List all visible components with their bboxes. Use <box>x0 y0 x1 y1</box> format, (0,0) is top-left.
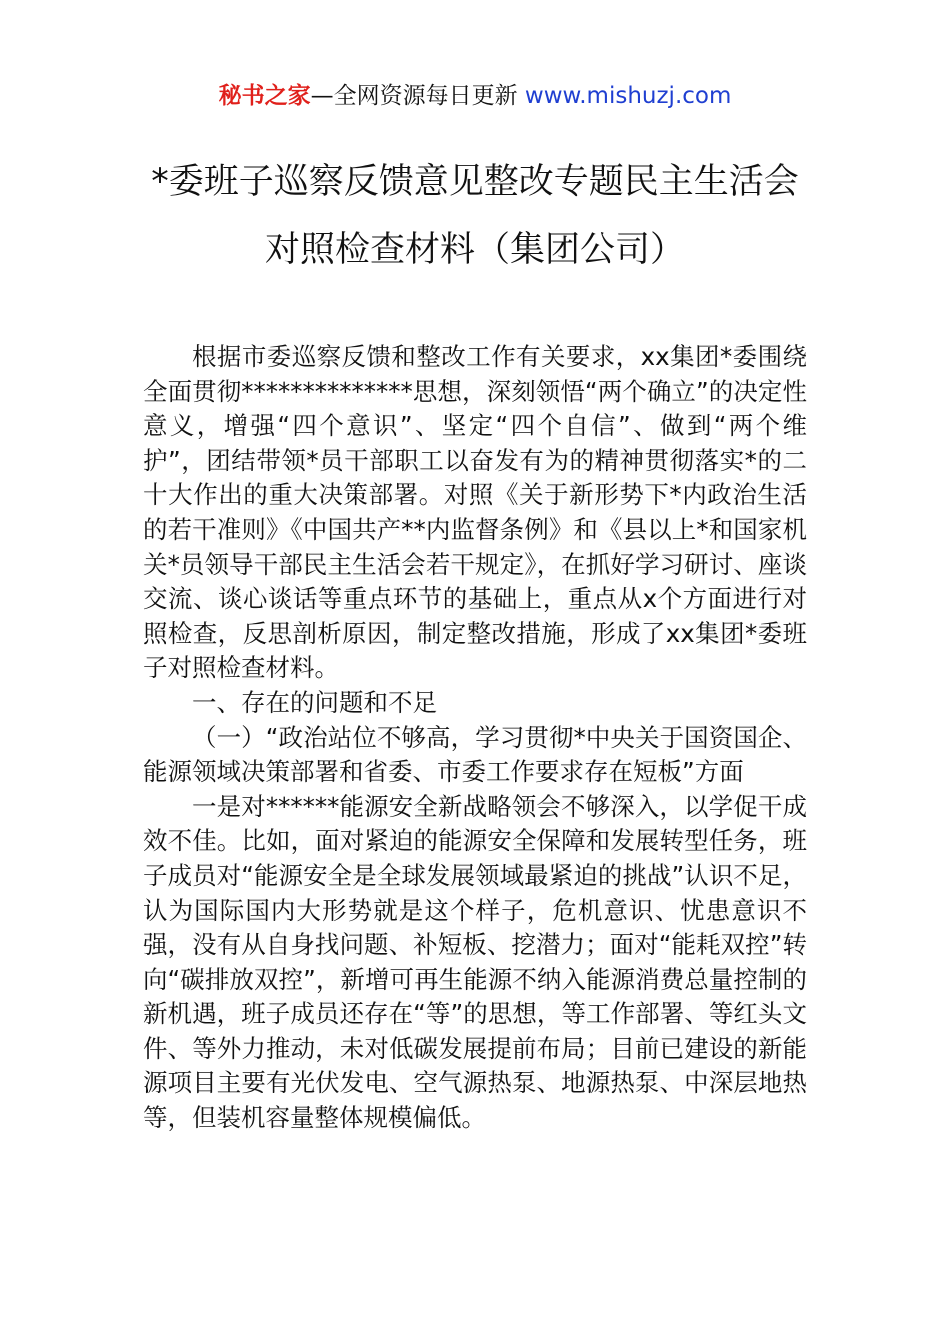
document-body <box>143 340 807 1136</box>
header-tagline: —全网资源每日更新 <box>310 83 525 109</box>
site-url-link[interactable]: www.mishuzj.com <box>524 83 732 109</box>
site-header <box>0 80 950 112</box>
title-line-1: *委班子巡察反馈意见整改专题民主生活会 <box>151 162 799 202</box>
body-paragraph: 一是对******能源安全新战略领会不够深入，以学促干成效不佳。比如，面对紧迫的能源安全保障和发展转型任务，班子成员对“能源安全是全球发展领域最紧迫的挑战”认识不足，认为国际国内大形势就是这个样子，危机意识、忧患意识不强，没有从自身找问题、补短板、挖潜力；面对“能耗双控”转向“碳排放双控”，新增可再生能源不纳入能源消费总量控制的新机遇，班子成员还存在“等”的思想，等工作部署、等红头文件、等外力推动，未对低碳发展提前布局；目前已建设的新能源项目主要有光伏发电、空气源热泵、地源热泵、中深层地热等，但装机容量整体规模偏低。 <box>143 791 807 1133</box>
brand-name: 秘书之家 <box>218 83 311 109</box>
subsection-heading: （一）“政治站位不够高，学习贯彻*中央关于国资国企、能源领域决策部署和省委、市委工作要求存在短板”方面 <box>143 722 807 787</box>
title-line-2: 对照检查材料（集团公司） <box>264 230 685 270</box>
document-title <box>0 148 950 284</box>
intro-paragraph: 根据市委巡察反馈和整改工作有关要求，xx集团*委围绕全面贯彻**************思想，深刻领悟“两个确立”的决定性意义，增强“四个意识”、坚定“四个自信”、做到“两个维护”，团结带领*员干部职工以奋发有为的精神贯彻落实*的二十大作出的重大决策部署。对照《关于新形势下*内政治生活的若干准则》《中国共产**内监督条例》和《县以上*和国家机关*员领导干部民主生活会若干规定》，在抓好学习研讨、座谈交流、谈心谈话等重点环节的基础上，重点从x个方面进行对照检查，反思剖析原因，制定整改措施，形成了xx集团*委班子对照检查材料。 <box>143 342 807 683</box>
section-heading: 一、存在的问题和不足 <box>192 687 437 717</box>
